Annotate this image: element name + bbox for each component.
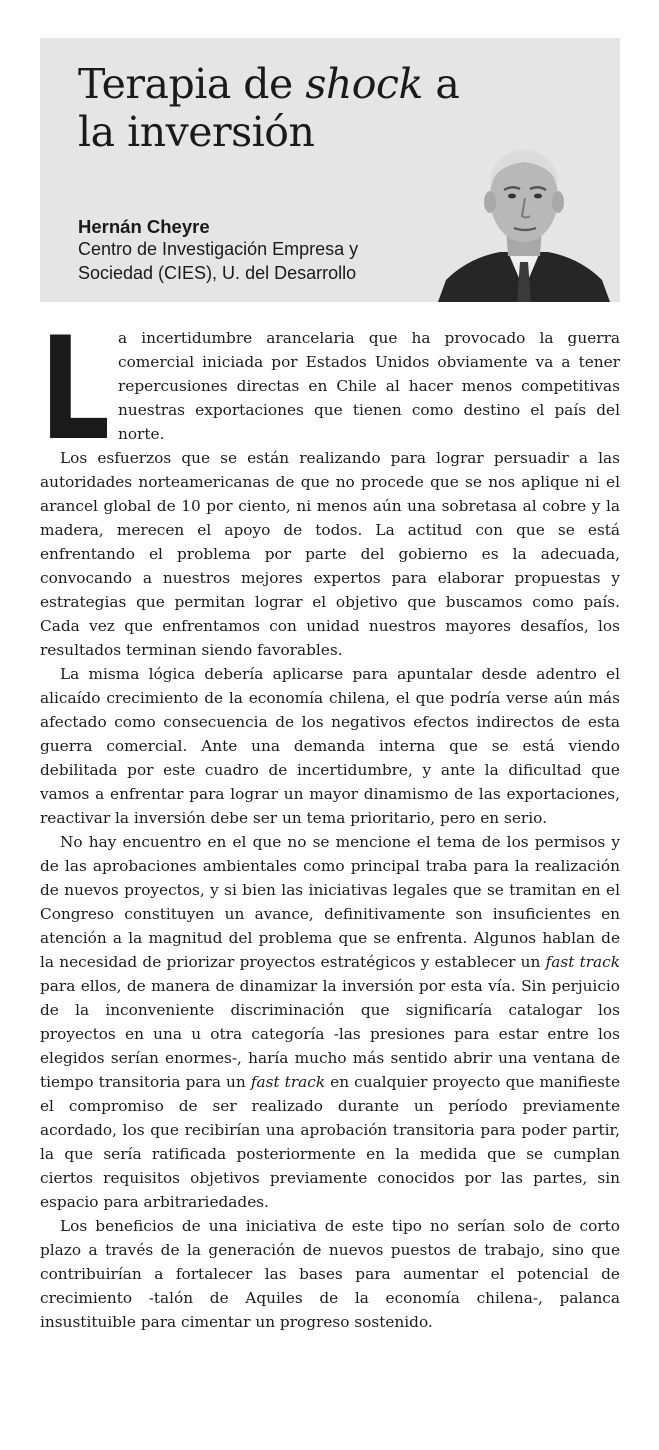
author-name: Hernán Cheyre: [78, 216, 210, 237]
paragraph-2: Los esfuerzos que se están realizando para lograr persuadir a las autoridades norteamericanas de que no procede que se nos aplique ni el arancel global de 10 por ciento, ni menos aún una sobretasa al cobre y la madera, merecen el apoyo de todos. La actitud con que se está enfrentando el problema por parte del gobierno es la adecuada, convocando a nuestros mejores expertos para elaborar propuestas y estrategias que permitan lograr el objetivo que buscamos como país. Cada vez que enfrentamos con unidad nuestros mayores desafíos, los resultados terminan siendo favorables.: [40, 449, 620, 659]
title-text-part2: a la inversión: [78, 60, 460, 156]
article-body: [40, 307, 621, 1334]
drop-cap: [40, 307, 112, 472]
paragraph-1: a incertidumbre arancelaria que ha provocado la guerra comercial iniciada por Estados Unidos obviamente va a tener repercusiones directas en Chile al hacer menos competitivas nuestras exportaciones que tienen como destino el país del norte.: [118, 329, 620, 443]
title-italic-word: shock: [305, 60, 423, 108]
fast-track-term: fast track: [545, 953, 620, 971]
svg-text:L: L: [40, 307, 110, 472]
paragraph-4-part-c: en cualquier proyecto que manifieste el compromiso de ser realizado durante un período previamente acordado, los que recibirían una aprobación transitoria para poder partir, la que sería ratificada posteriormente en la medida que se cumplan ciertos requisitos objetivos previamente conocidos por las partes, sin espacio para arbitrariedades.: [40, 1073, 621, 1211]
article-title: [78, 60, 478, 156]
paragraph-5: Los beneficios de una iniciativa de este tipo no serían solo de corto plazo a través de la generación de nuevos puestos de trabajo, sino que contribuirían a fortalecer las bases para aumentar el potencial de crecimiento -talón de Aquiles de la economía chilena-, palanca insustituible para cimentar un progreso sostenido.: [40, 1217, 620, 1331]
author-photo: [438, 130, 610, 302]
paragraph-4: [40, 830, 620, 1214]
paragraph-4-part-b: para ellos, de manera de dinamizar la inversión por esta vía. Sin perjuicio de la inconveniente discriminación que significaría catalogar los proyectos en una u otra categoría -las presiones para estar entre los elegidos serían enormes-, haría mucho más sentido abrir una ventana de tiempo transitoria para un: [40, 977, 620, 1091]
paragraph-3: La misma lógica debería aplicarse para apuntalar desde adentro el alicaído crecimiento de la economía chilena, el que podría verse aún más afectado como consecuencia de los negativos efectos indirectos de esta guerra comercial. Ante una demanda interna que se está viendo debilitada por este cuadro de incertidumbre, y ante la dificultad que vamos a enfrentar para lograr un mayor dinamismo de las exportaciones, reactivar la inversión debe ser un tema prioritario, pero en serio.: [40, 665, 620, 827]
author-affiliation: Centro de Investigación Empresa y Sociedad (CIES), U. del Desarrollo: [78, 239, 359, 283]
fast-track-term: fast track: [250, 1073, 326, 1091]
paragraph-4-part-a: No hay encuentro en el que no se mencione el tema de los permisos y de las aprobaciones ambientales como principal traba para la realización de nuevos proyectos, y si bien las iniciativas legales que se tramitan en el Congreso constituyen un avance, definitivamente son insuficientes en atención a la magnitud del problema que se enfrenta. Algunos hablan de la necesidad de priorizar proyectos estratégicos y establecer un: [40, 833, 620, 971]
title-text-part1: Terapia de: [78, 60, 306, 108]
article-header: [40, 38, 620, 302]
